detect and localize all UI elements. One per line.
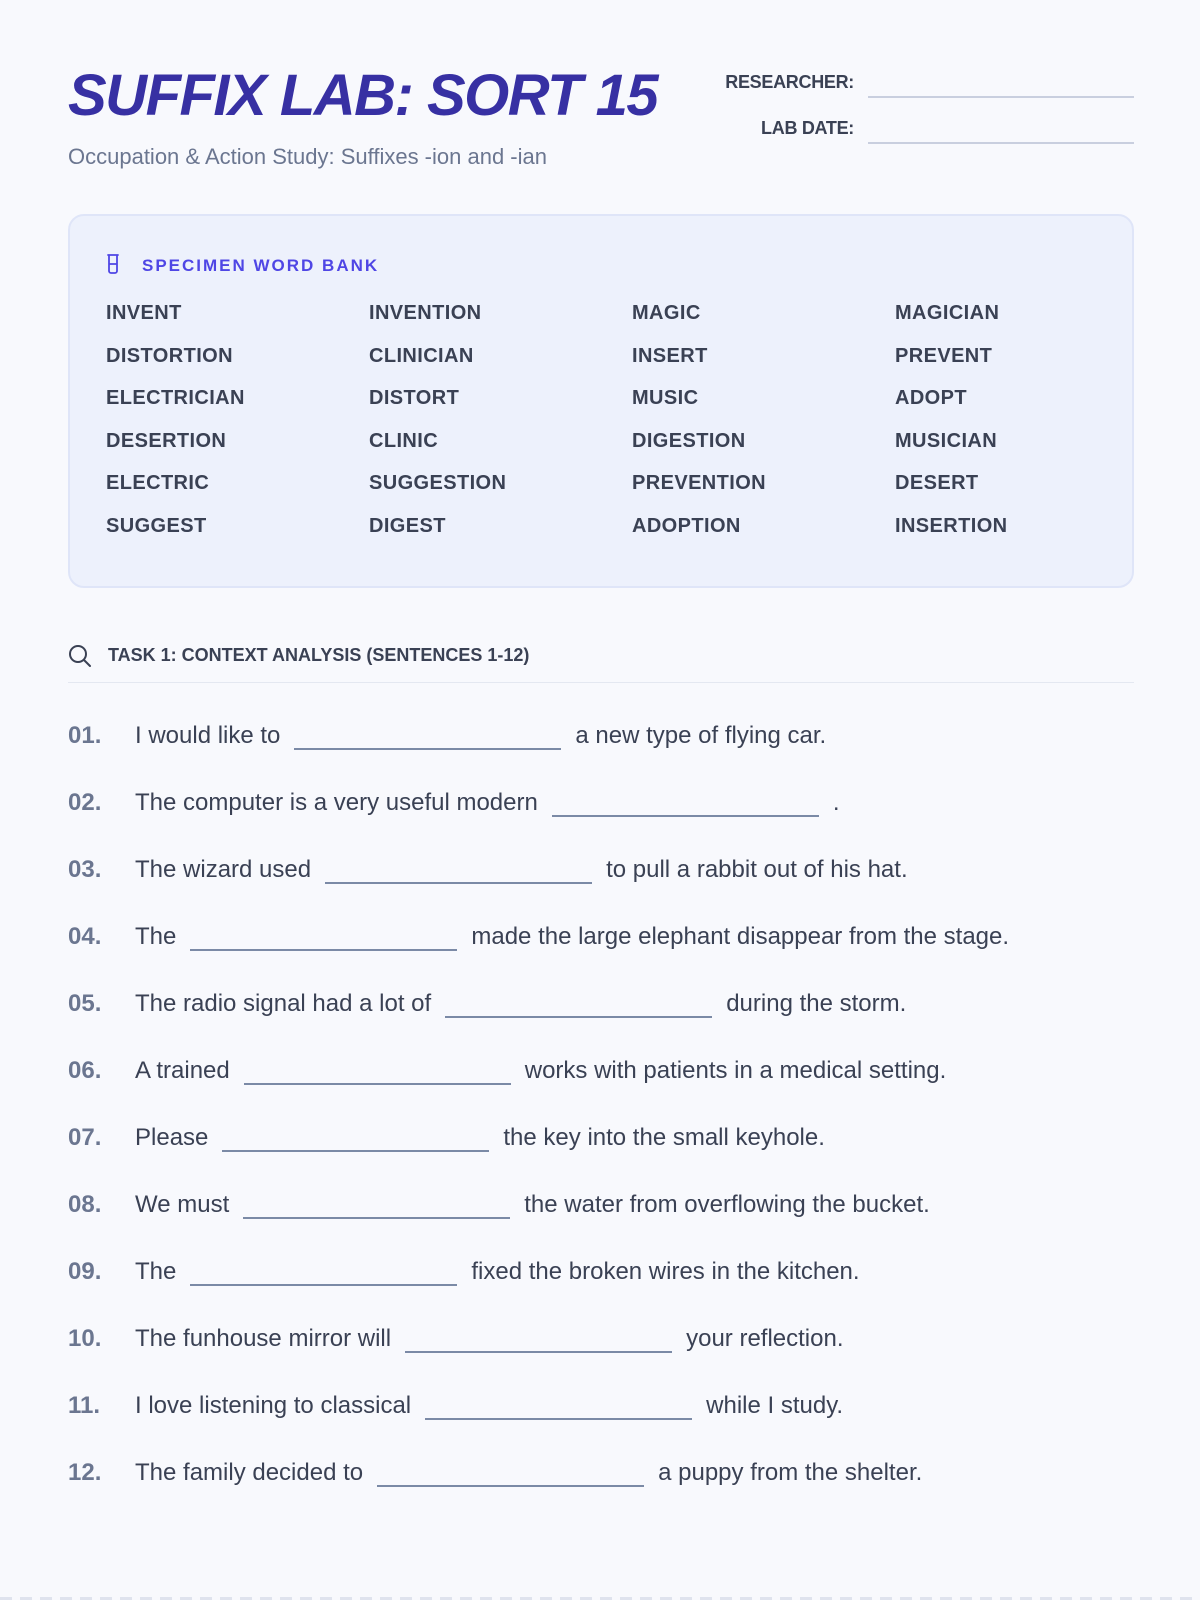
sentence-text-after: a puppy from the shelter.: [658, 1459, 923, 1486]
word-bank-word: SUGGEST: [106, 514, 207, 537]
sentence-item: [68, 1325, 1148, 1392]
sentence-number: 08.: [68, 1191, 102, 1218]
sentence-item: [68, 1459, 1148, 1526]
sentence-number: 11.: [68, 1392, 101, 1419]
word-bank-word: DIGEST: [369, 514, 446, 537]
sentence-number: 05.: [68, 990, 102, 1017]
sentence-text-before: The computer is a very useful modern: [135, 789, 538, 816]
sentence-text-before: We must: [135, 1191, 230, 1218]
search-icon: [68, 644, 92, 668]
answer-blank[interactable]: [244, 1083, 511, 1085]
answer-blank[interactable]: [377, 1485, 644, 1487]
sentence-number: 07.: [68, 1124, 102, 1151]
answer-blank[interactable]: [190, 1284, 457, 1286]
word-bank-word: INSERT: [632, 344, 708, 367]
sentence-item: [68, 1392, 1148, 1459]
sentence-item: [68, 1057, 1148, 1124]
sentence-number: 04.: [68, 923, 102, 950]
sentence-item: [68, 1124, 1148, 1191]
word-bank-word: PREVENTION: [632, 472, 767, 495]
sentence-text-after: the water from overflowing the bucket.: [524, 1191, 930, 1218]
word-bank-title: SPECIMEN WORD BANK: [142, 256, 380, 275]
word-bank-word: MAGICIAN: [895, 302, 1000, 324]
sentence-item: [68, 1258, 1148, 1325]
sentence-text-after: the key into the small keyhole.: [503, 1124, 825, 1151]
word-bank-word: CLINIC: [369, 429, 439, 452]
researcher-label: RESEARCHER:: [725, 72, 854, 92]
sentence-number: 10.: [68, 1325, 102, 1352]
researcher-field: [700, 68, 1134, 98]
task-title: TASK 1: CONTEXT ANALYSIS (SENTENCES 1-12): [108, 645, 530, 665]
word-bank-word: ADOPT: [895, 387, 967, 410]
word-bank-word: DISTORTION: [106, 344, 233, 367]
sentence-item: [68, 856, 1148, 923]
sentence-text-before: The family decided to: [135, 1459, 364, 1486]
sentence-text-before: I love listening to classical: [135, 1392, 412, 1419]
sentence-text-before: The radio signal had a lot of: [135, 990, 432, 1017]
answer-blank[interactable]: [222, 1150, 489, 1152]
sentence-text-before: The funhouse mirror will: [135, 1325, 392, 1352]
sentence-item: [68, 789, 1148, 856]
sentence-item: [68, 990, 1148, 1057]
sentence-number: 12.: [68, 1459, 102, 1486]
word-bank-word: SUGGESTION: [369, 472, 507, 495]
answer-blank[interactable]: [294, 748, 561, 750]
word-bank-word: ELECTRICIAN: [106, 387, 245, 410]
sentence-text-after: during the storm.: [726, 990, 907, 1017]
sentence-item: [68, 923, 1148, 990]
researcher-line[interactable]: [868, 96, 1134, 98]
page-subtitle: Occupation & Action Study: Suffixes -ion and -ian: [68, 144, 547, 169]
sentence-text-after: works with patients in a medical setting.: [524, 1057, 947, 1084]
sentence-text-before: Please: [135, 1124, 209, 1151]
word-bank-word: INVENTION: [369, 302, 482, 324]
lab-date-field: [700, 114, 1134, 144]
sentence-text-after: to pull a rabbit out of his hat.: [606, 856, 908, 883]
word-bank-word: DESERTION: [106, 429, 227, 452]
answer-blank[interactable]: [552, 815, 819, 817]
sentence-text-after: made the large elephant disappear from the stage.: [471, 923, 1010, 950]
sentence-text-before: The wizard used: [135, 856, 312, 883]
sentence-item: [68, 722, 1148, 789]
sentence-item: [68, 1191, 1148, 1258]
sentence-text-after: .: [832, 789, 840, 816]
word-bank-word: DESERT: [895, 472, 979, 495]
sentence-list: [68, 722, 1148, 1526]
word-bank-word: PREVENT: [895, 344, 993, 367]
word-bank-word: MAGIC: [632, 302, 701, 324]
word-bank-panel: [68, 214, 1134, 588]
sentence-text-after: your reflection.: [686, 1325, 844, 1352]
word-bank-word: DIGESTION: [632, 429, 746, 452]
word-bank-word: ELECTRIC: [106, 472, 210, 495]
answer-blank[interactable]: [445, 1016, 712, 1018]
sentence-text-after: a new type of flying car.: [575, 722, 827, 749]
lab-date-line[interactable]: [868, 142, 1134, 144]
word-bank-word: ADOPTION: [632, 514, 741, 537]
answer-blank[interactable]: [405, 1351, 672, 1353]
sentence-number: 06.: [68, 1057, 102, 1084]
sentence-text-after: fixed the broken wires in the kitchen.: [471, 1258, 860, 1285]
answer-blank[interactable]: [190, 949, 457, 951]
sentence-number: 03.: [68, 856, 102, 883]
answer-blank[interactable]: [243, 1217, 510, 1219]
word-bank-word: CLINICIAN: [369, 344, 474, 367]
sentence-text-before: I would like to: [135, 722, 281, 749]
beaker-icon: [106, 254, 120, 274]
answer-blank[interactable]: [425, 1418, 692, 1420]
lab-date-label: LAB DATE:: [761, 118, 854, 138]
word-bank-word: DISTORT: [369, 387, 460, 410]
sentence-text-before: The: [135, 923, 177, 950]
answer-blank[interactable]: [325, 882, 592, 884]
word-bank-word: INVENT: [106, 302, 182, 324]
word-bank-word: MUSICIAN: [895, 429, 998, 452]
task-header: [68, 642, 1134, 682]
word-bank-word: MUSIC: [632, 387, 699, 410]
sentence-text-after: while I study.: [706, 1392, 844, 1419]
sentence-number: 01.: [68, 722, 102, 749]
page-title: SUFFIX LAB: SORT 15: [68, 63, 658, 128]
sentence-text-before: The: [135, 1258, 177, 1285]
word-bank-word: INSERTION: [895, 514, 1008, 537]
sentence-text-before: A trained: [135, 1057, 230, 1084]
sentence-number: 09.: [68, 1258, 102, 1285]
divider: [68, 682, 1134, 683]
word-bank-grid: [106, 302, 1158, 558]
sentence-number: 02.: [68, 789, 102, 816]
